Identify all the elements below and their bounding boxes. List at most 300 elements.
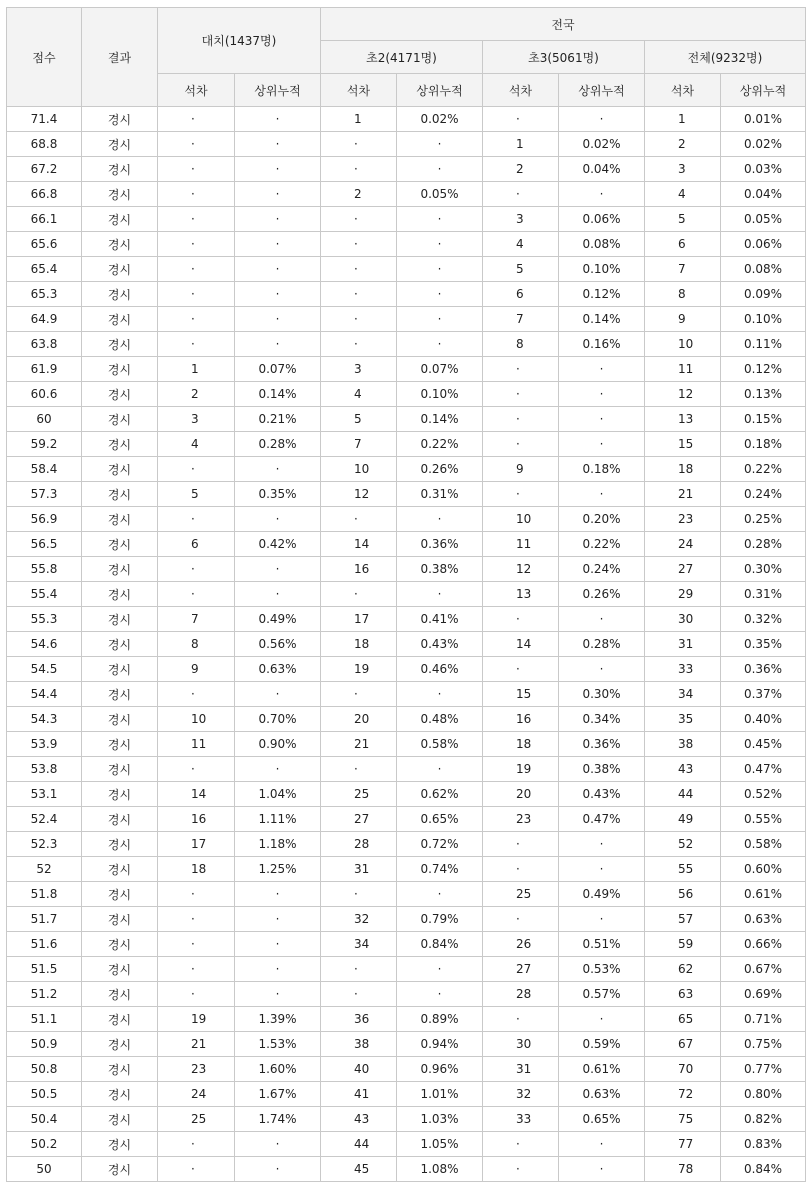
- cell-cho2-cum: 0.89%: [397, 1007, 483, 1032]
- cell-cho3-cum: ·: [559, 907, 645, 932]
- cell-total-rank: 31: [645, 632, 721, 657]
- table-row: [7, 657, 806, 682]
- cell-total-cum: 0.67%: [721, 957, 806, 982]
- cell-total-rank: 38: [645, 732, 721, 757]
- cell-cho2-cum: ·: [397, 157, 483, 182]
- table-row: [7, 507, 806, 532]
- cell-result: 경시: [82, 332, 158, 357]
- cell-daechi-rank: 18: [158, 857, 235, 882]
- cell-cho2-rank: 3: [321, 357, 397, 382]
- cell-cho2-rank: ·: [321, 957, 397, 982]
- cell-cho3-rank: ·: [483, 182, 559, 207]
- cell-score: 53.1: [7, 782, 82, 807]
- header-total-rank: 석차: [645, 74, 721, 107]
- cell-total-rank: 44: [645, 782, 721, 807]
- cell-score: 53.9: [7, 732, 82, 757]
- cell-cho2-rank: 20: [321, 707, 397, 732]
- cell-cho2-cum: ·: [397, 257, 483, 282]
- cell-cho3-rank: ·: [483, 607, 559, 632]
- cell-cho3-cum: 0.63%: [559, 1082, 645, 1107]
- cell-cho2-cum: 0.48%: [397, 707, 483, 732]
- cell-daechi-cum: 0.49%: [235, 607, 321, 632]
- cell-daechi-rank: 25: [158, 1107, 235, 1132]
- cell-daechi-rank: 16: [158, 807, 235, 832]
- cell-cho3-cum: 0.10%: [559, 257, 645, 282]
- table-row: [7, 932, 806, 957]
- cell-result: 경시: [82, 282, 158, 307]
- cell-daechi-rank: 23: [158, 1057, 235, 1082]
- cell-total-rank: 12: [645, 382, 721, 407]
- cell-total-cum: 0.24%: [721, 482, 806, 507]
- cell-result: 경시: [82, 557, 158, 582]
- cell-cho2-rank: 2: [321, 182, 397, 207]
- cell-cho2-rank: ·: [321, 757, 397, 782]
- cell-cho2-cum: 0.26%: [397, 457, 483, 482]
- cell-daechi-rank: ·: [158, 582, 235, 607]
- table-row: [7, 482, 806, 507]
- cell-result: 경시: [82, 982, 158, 1007]
- cell-total-rank: 72: [645, 1082, 721, 1107]
- cell-daechi-rank: ·: [158, 557, 235, 582]
- cell-total-rank: 11: [645, 357, 721, 382]
- cell-cho2-rank: 5: [321, 407, 397, 432]
- cell-cho3-rank: ·: [483, 1132, 559, 1157]
- cell-cho2-rank: ·: [321, 582, 397, 607]
- cell-daechi-rank: 2: [158, 382, 235, 407]
- cell-cho2-cum: 0.14%: [397, 407, 483, 432]
- cell-total-cum: 0.47%: [721, 757, 806, 782]
- cell-cho2-rank: 40: [321, 1057, 397, 1082]
- cell-cho3-rank: 2: [483, 157, 559, 182]
- cell-total-rank: 33: [645, 657, 721, 682]
- cell-result: 경시: [82, 157, 158, 182]
- table-row: [7, 857, 806, 882]
- header-cho3: 초3(5061명): [483, 41, 645, 74]
- cell-daechi-rank: ·: [158, 1132, 235, 1157]
- cell-result: 경시: [82, 1132, 158, 1157]
- cell-cho2-rank: ·: [321, 332, 397, 357]
- cell-cho2-rank: 17: [321, 607, 397, 632]
- cell-score: 65.3: [7, 282, 82, 307]
- table-row: [7, 632, 806, 657]
- cell-daechi-rank: 1: [158, 357, 235, 382]
- cell-cho3-rank: 8: [483, 332, 559, 357]
- cell-cho2-cum: 0.36%: [397, 532, 483, 557]
- table-row: [7, 1032, 806, 1057]
- cell-score: 66.1: [7, 207, 82, 232]
- cell-daechi-rank: ·: [158, 907, 235, 932]
- cell-cho3-cum: 0.49%: [559, 882, 645, 907]
- cell-daechi-rank: ·: [158, 207, 235, 232]
- cell-score: 56.9: [7, 507, 82, 532]
- cell-daechi-rank: ·: [158, 257, 235, 282]
- cell-cho3-cum: 0.47%: [559, 807, 645, 832]
- cell-cho2-rank: ·: [321, 207, 397, 232]
- cell-daechi-rank: ·: [158, 957, 235, 982]
- cell-score: 51.7: [7, 907, 82, 932]
- cell-result: 경시: [82, 1032, 158, 1057]
- cell-score: 60.6: [7, 382, 82, 407]
- cell-cho2-rank: 36: [321, 1007, 397, 1032]
- cell-total-cum: 0.28%: [721, 532, 806, 557]
- cell-daechi-rank: 7: [158, 607, 235, 632]
- cell-cho3-cum: ·: [559, 607, 645, 632]
- cell-daechi-rank: ·: [158, 107, 235, 132]
- cell-score: 55.8: [7, 557, 82, 582]
- table-row: [7, 457, 806, 482]
- cell-cho3-rank: ·: [483, 657, 559, 682]
- cell-score: 67.2: [7, 157, 82, 182]
- cell-cho2-cum: 0.96%: [397, 1057, 483, 1082]
- cell-cho2-cum: 0.10%: [397, 382, 483, 407]
- table-row: [7, 232, 806, 257]
- cell-daechi-rank: ·: [158, 932, 235, 957]
- cell-cho2-cum: ·: [397, 957, 483, 982]
- cell-cho2-cum: ·: [397, 207, 483, 232]
- cell-total-cum: 0.31%: [721, 582, 806, 607]
- cell-cho3-rank: ·: [483, 857, 559, 882]
- cell-total-cum: 0.40%: [721, 707, 806, 732]
- cell-cho2-cum: 0.43%: [397, 632, 483, 657]
- cell-cho3-rank: 10: [483, 507, 559, 532]
- cell-score: 52.3: [7, 832, 82, 857]
- cell-cho2-cum: 0.38%: [397, 557, 483, 582]
- cell-daechi-rank: ·: [158, 157, 235, 182]
- cell-result: 경시: [82, 207, 158, 232]
- cell-cho2-cum: 0.05%: [397, 182, 483, 207]
- cell-cho2-rank: ·: [321, 132, 397, 157]
- cell-total-rank: 29: [645, 582, 721, 607]
- cell-cho2-rank: 10: [321, 457, 397, 482]
- cell-score: 50.4: [7, 1107, 82, 1132]
- cell-cho3-rank: ·: [483, 407, 559, 432]
- cell-cho3-rank: ·: [483, 432, 559, 457]
- cell-cho3-rank: 33: [483, 1107, 559, 1132]
- cell-score: 55.4: [7, 582, 82, 607]
- cell-cho2-cum: 0.22%: [397, 432, 483, 457]
- cell-daechi-cum: ·: [235, 757, 321, 782]
- header-score: 점수: [7, 8, 82, 107]
- cell-daechi-cum: ·: [235, 982, 321, 1007]
- cell-cho3-cum: 0.12%: [559, 282, 645, 307]
- cell-result: 경시: [82, 1007, 158, 1032]
- cell-result: 경시: [82, 232, 158, 257]
- cell-result: 경시: [82, 582, 158, 607]
- cell-result: 경시: [82, 832, 158, 857]
- cell-cho3-rank: 31: [483, 1057, 559, 1082]
- cell-cho3-cum: ·: [559, 1007, 645, 1032]
- cell-total-rank: 23: [645, 507, 721, 532]
- cell-score: 51.2: [7, 982, 82, 1007]
- cell-cho2-cum: 0.62%: [397, 782, 483, 807]
- table-row: [7, 407, 806, 432]
- cell-daechi-rank: 17: [158, 832, 235, 857]
- cell-cho3-rank: 3: [483, 207, 559, 232]
- cell-cho3-rank: ·: [483, 382, 559, 407]
- cell-cho2-cum: 0.07%: [397, 357, 483, 382]
- cell-result: 경시: [82, 382, 158, 407]
- cell-daechi-cum: 0.70%: [235, 707, 321, 732]
- cell-total-rank: 52: [645, 832, 721, 857]
- cell-cho2-rank: 44: [321, 1132, 397, 1157]
- cell-total-rank: 78: [645, 1157, 721, 1182]
- cell-total-rank: 59: [645, 932, 721, 957]
- cell-cho2-cum: 0.84%: [397, 932, 483, 957]
- cell-cho2-cum: ·: [397, 132, 483, 157]
- cell-total-cum: 0.58%: [721, 832, 806, 857]
- table-row: [7, 182, 806, 207]
- table-row: [7, 682, 806, 707]
- cell-cho3-cum: ·: [559, 657, 645, 682]
- cell-result: 경시: [82, 307, 158, 332]
- cell-cho3-cum: 0.06%: [559, 207, 645, 232]
- cell-total-rank: 65: [645, 1007, 721, 1032]
- cell-total-rank: 10: [645, 332, 721, 357]
- cell-daechi-cum: 1.04%: [235, 782, 321, 807]
- cell-cho3-rank: ·: [483, 107, 559, 132]
- cell-cho3-rank: 5: [483, 257, 559, 282]
- cell-total-cum: 0.55%: [721, 807, 806, 832]
- cell-daechi-cum: ·: [235, 1157, 321, 1182]
- cell-total-rank: 30: [645, 607, 721, 632]
- cell-cho2-rank: ·: [321, 507, 397, 532]
- cell-cho3-cum: 0.51%: [559, 932, 645, 957]
- cell-daechi-rank: ·: [158, 1157, 235, 1182]
- cell-cho3-cum: 0.57%: [559, 982, 645, 1007]
- cell-result: 경시: [82, 132, 158, 157]
- table-row: [7, 782, 806, 807]
- header-cho3-rank: 석차: [483, 74, 559, 107]
- cell-daechi-rank: ·: [158, 232, 235, 257]
- cell-cho2-cum: 1.03%: [397, 1107, 483, 1132]
- cell-cho3-cum: 0.26%: [559, 582, 645, 607]
- cell-total-cum: 0.13%: [721, 382, 806, 407]
- cell-total-rank: 77: [645, 1132, 721, 1157]
- cell-result: 경시: [82, 1107, 158, 1132]
- cell-daechi-rank: ·: [158, 307, 235, 332]
- cell-total-cum: 0.32%: [721, 607, 806, 632]
- cell-daechi-cum: ·: [235, 182, 321, 207]
- cell-cho2-cum: ·: [397, 682, 483, 707]
- cell-total-cum: 0.06%: [721, 232, 806, 257]
- cell-cho3-cum: 0.59%: [559, 1032, 645, 1057]
- cell-daechi-rank: 3: [158, 407, 235, 432]
- header-total-cum: 상위누적: [721, 74, 806, 107]
- cell-score: 53.8: [7, 757, 82, 782]
- cell-cho2-cum: 1.05%: [397, 1132, 483, 1157]
- cell-daechi-rank: 21: [158, 1032, 235, 1057]
- cell-result: 경시: [82, 407, 158, 432]
- cell-cho2-rank: 1: [321, 107, 397, 132]
- cell-cho2-cum: ·: [397, 332, 483, 357]
- table-row: [7, 207, 806, 232]
- cell-cho3-cum: 0.20%: [559, 507, 645, 532]
- header-daechi-cum: 상위누적: [235, 74, 321, 107]
- cell-result: 경시: [82, 107, 158, 132]
- cell-cho3-cum: 0.08%: [559, 232, 645, 257]
- cell-total-cum: 0.05%: [721, 207, 806, 232]
- cell-result: 경시: [82, 457, 158, 482]
- cell-score: 50.9: [7, 1032, 82, 1057]
- table-row: [7, 557, 806, 582]
- cell-cho2-cum: 0.65%: [397, 807, 483, 832]
- cell-result: 경시: [82, 632, 158, 657]
- cell-cho2-rank: 34: [321, 932, 397, 957]
- cell-total-rank: 3: [645, 157, 721, 182]
- cell-score: 50.8: [7, 1057, 82, 1082]
- cell-total-rank: 7: [645, 257, 721, 282]
- cell-cho2-rank: 32: [321, 907, 397, 932]
- cell-total-rank: 35: [645, 707, 721, 732]
- cell-score: 51.1: [7, 1007, 82, 1032]
- table-row: [7, 1132, 806, 1157]
- cell-total-cum: 0.22%: [721, 457, 806, 482]
- cell-cho3-cum: ·: [559, 432, 645, 457]
- cell-total-rank: 49: [645, 807, 721, 832]
- cell-cho3-cum: 0.28%: [559, 632, 645, 657]
- cell-total-rank: 62: [645, 957, 721, 982]
- cell-cho2-cum: 0.72%: [397, 832, 483, 857]
- cell-daechi-rank: 9: [158, 657, 235, 682]
- cell-result: 경시: [82, 807, 158, 832]
- cell-score: 59.2: [7, 432, 82, 457]
- cell-cho3-rank: 16: [483, 707, 559, 732]
- cell-total-cum: 0.83%: [721, 1132, 806, 1157]
- table-row: [7, 132, 806, 157]
- cell-total-cum: 0.80%: [721, 1082, 806, 1107]
- cell-score: 51.5: [7, 957, 82, 982]
- cell-cho3-rank: ·: [483, 482, 559, 507]
- cell-daechi-cum: ·: [235, 932, 321, 957]
- table-row: [7, 1107, 806, 1132]
- cell-score: 64.9: [7, 307, 82, 332]
- cell-total-rank: 63: [645, 982, 721, 1007]
- cell-cho2-cum: ·: [397, 757, 483, 782]
- cell-total-rank: 27: [645, 557, 721, 582]
- cell-daechi-rank: ·: [158, 282, 235, 307]
- cell-total-rank: 70: [645, 1057, 721, 1082]
- cell-cho2-rank: ·: [321, 232, 397, 257]
- cell-cho3-cum: 0.43%: [559, 782, 645, 807]
- cell-daechi-rank: ·: [158, 132, 235, 157]
- cell-cho3-rank: 11: [483, 532, 559, 557]
- cell-cho2-rank: 38: [321, 1032, 397, 1057]
- table-row: [7, 882, 806, 907]
- cell-cho3-rank: 4: [483, 232, 559, 257]
- cell-total-cum: 0.69%: [721, 982, 806, 1007]
- cell-cho2-cum: 0.46%: [397, 657, 483, 682]
- cell-cho2-rank: 12: [321, 482, 397, 507]
- cell-total-rank: 56: [645, 882, 721, 907]
- cell-score: 65.6: [7, 232, 82, 257]
- cell-total-rank: 18: [645, 457, 721, 482]
- table-row: [7, 732, 806, 757]
- cell-score: 71.4: [7, 107, 82, 132]
- cell-cho3-cum: 0.53%: [559, 957, 645, 982]
- cell-total-rank: 75: [645, 1107, 721, 1132]
- cell-score: 57.3: [7, 482, 82, 507]
- cell-total-rank: 21: [645, 482, 721, 507]
- cell-daechi-cum: ·: [235, 132, 321, 157]
- cell-daechi-rank: 5: [158, 482, 235, 507]
- cell-daechi-rank: ·: [158, 757, 235, 782]
- cell-cho2-cum: ·: [397, 982, 483, 1007]
- cell-cho3-cum: 0.04%: [559, 157, 645, 182]
- cell-score: 54.4: [7, 682, 82, 707]
- cell-daechi-cum: ·: [235, 682, 321, 707]
- cell-cho3-cum: ·: [559, 832, 645, 857]
- cell-result: 경시: [82, 957, 158, 982]
- cell-daechi-rank: ·: [158, 982, 235, 1007]
- table-row: [7, 832, 806, 857]
- cell-total-cum: 0.35%: [721, 632, 806, 657]
- cell-result: 경시: [82, 932, 158, 957]
- cell-score: 50.2: [7, 1132, 82, 1157]
- cell-total-rank: 15: [645, 432, 721, 457]
- cell-total-cum: 0.09%: [721, 282, 806, 307]
- cell-daechi-cum: ·: [235, 507, 321, 532]
- cell-cho3-rank: 25: [483, 882, 559, 907]
- cell-daechi-rank: 8: [158, 632, 235, 657]
- cell-cho2-rank: ·: [321, 157, 397, 182]
- cell-result: 경시: [82, 857, 158, 882]
- table-row: [7, 607, 806, 632]
- cell-result: 경시: [82, 682, 158, 707]
- cell-total-cum: 0.36%: [721, 657, 806, 682]
- cell-cho2-rank: 16: [321, 557, 397, 582]
- header-cho2-rank: 석차: [321, 74, 397, 107]
- cell-total-rank: 1: [645, 107, 721, 132]
- cell-daechi-cum: ·: [235, 882, 321, 907]
- cell-cho3-cum: 0.38%: [559, 757, 645, 782]
- cell-daechi-rank: 6: [158, 532, 235, 557]
- cell-cho3-cum: 0.02%: [559, 132, 645, 157]
- header-result: 결과: [82, 8, 158, 107]
- table-row: [7, 582, 806, 607]
- cell-cho3-rank: 19: [483, 757, 559, 782]
- cell-daechi-rank: 24: [158, 1082, 235, 1107]
- cell-cho3-rank: 7: [483, 307, 559, 332]
- cell-cho3-rank: 23: [483, 807, 559, 832]
- cell-result: 경시: [82, 1082, 158, 1107]
- cell-total-cum: 0.61%: [721, 882, 806, 907]
- cell-cho2-rank: ·: [321, 282, 397, 307]
- cell-score: 52.4: [7, 807, 82, 832]
- cell-cho3-rank: 18: [483, 732, 559, 757]
- table-row: [7, 907, 806, 932]
- table-row: [7, 1082, 806, 1107]
- cell-total-rank: 34: [645, 682, 721, 707]
- cell-total-cum: 0.30%: [721, 557, 806, 582]
- cell-daechi-rank: 10: [158, 707, 235, 732]
- header-cho2: 초2(4171명): [321, 41, 483, 74]
- cell-score: 68.8: [7, 132, 82, 157]
- cell-total-cum: 0.15%: [721, 407, 806, 432]
- cell-score: 54.6: [7, 632, 82, 657]
- cell-score: 50: [7, 1157, 82, 1182]
- table-row: [7, 757, 806, 782]
- cell-cho3-cum: ·: [559, 182, 645, 207]
- table-row: [7, 1057, 806, 1082]
- cell-daechi-cum: 1.60%: [235, 1057, 321, 1082]
- cell-score: 63.8: [7, 332, 82, 357]
- cell-total-cum: 0.71%: [721, 1007, 806, 1032]
- cell-cho3-cum: 0.24%: [559, 557, 645, 582]
- cell-total-cum: 0.12%: [721, 357, 806, 382]
- cell-result: 경시: [82, 907, 158, 932]
- cell-total-rank: 6: [645, 232, 721, 257]
- cell-score: 51.8: [7, 882, 82, 907]
